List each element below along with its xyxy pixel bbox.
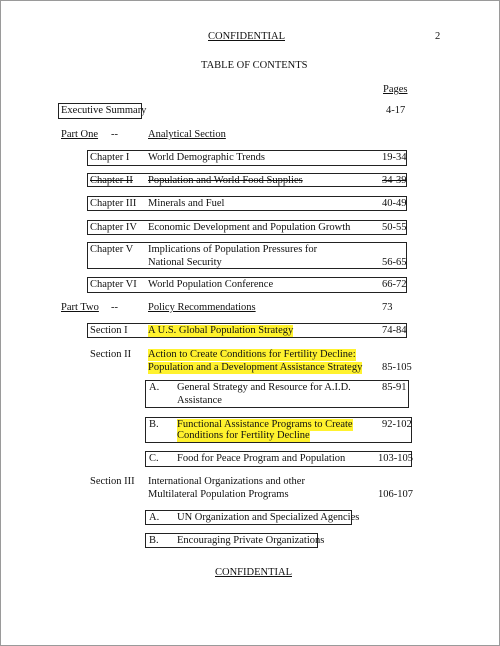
page-number: 2	[435, 31, 441, 42]
part-one-title: Analytical Section	[148, 129, 226, 140]
section-3b-letter: B.	[149, 535, 159, 546]
chapter-2-pages: 34-39	[382, 175, 407, 186]
chapter-1-pages: 19-34	[382, 152, 407, 163]
chapter-6-pages: 66-72	[382, 279, 407, 290]
section-3a-title: UN Organization and Specialized Agencies	[177, 512, 360, 523]
section-2a-title-line2: Assistance	[177, 395, 222, 406]
section-1-title: A U.S. Global Population Strategy	[148, 325, 294, 336]
section-2c-title: Food for Peace Program and Population	[177, 453, 346, 464]
part-one-label: Part One	[61, 129, 99, 140]
chapter-5-pages: 56-65	[382, 257, 407, 268]
pages-column-label: Pages	[383, 84, 408, 95]
section-2a-pages: 85-91	[382, 382, 407, 393]
section-2b-title-line2: Conditions for Fertility Decline	[177, 430, 310, 441]
exec-summary-label: Executive Summary	[61, 105, 147, 116]
chapter-3-num: Chapter III	[90, 198, 137, 209]
chapter-6-num: Chapter VI	[90, 279, 137, 290]
chapter-2-num: Chapter II	[90, 175, 133, 186]
section-2-title-line1: Action to Create Conditions for Fertility Decline:	[148, 349, 356, 360]
part-two-pages: 73	[382, 302, 393, 313]
exec-summary-pages: 4-17	[386, 105, 406, 116]
part-one-dash: --	[111, 129, 118, 140]
section-3-title-line2: Multilateral Population Programs	[148, 489, 289, 500]
chapter-4-title: Economic Development and Population Growth	[148, 222, 351, 233]
section-2-num: Section II	[90, 349, 132, 360]
section-1-pages: 74-84	[382, 325, 407, 336]
toc-title: TABLE OF CONTENTS	[201, 60, 308, 71]
section-2a-title-line1: General Strategy and Resource for A.I.D.	[177, 382, 351, 393]
chapter-1-title: World Demographic Trends	[148, 152, 265, 163]
section-2b-pages: 92-102	[382, 419, 412, 430]
chapter-6-title: World Population Conference	[148, 279, 274, 290]
part-two-title: Policy Recommendations	[148, 302, 256, 313]
section-2c-pages: 103-105	[378, 453, 413, 464]
section-3a-letter: A.	[149, 512, 160, 523]
chapter-1-num: Chapter I	[90, 152, 130, 163]
chapter-2-title: Population and World Food Supplies	[148, 175, 303, 186]
section-3-pages: 106-107	[378, 489, 413, 500]
section-2b-letter: B.	[149, 419, 159, 430]
section-3-num: Section III	[90, 476, 135, 487]
header-confidential: CONFIDENTIAL	[208, 31, 285, 42]
chapter-5-title-line1: Implications of Population Pressures for	[148, 244, 318, 255]
section-3-title-line1: International Organizations and other	[148, 476, 305, 487]
chapter-4-pages: 50-55	[382, 222, 407, 233]
part-two-label: Part Two	[61, 302, 99, 313]
footer-confidential: CONFIDENTIAL	[215, 567, 292, 578]
chapter-3-title: Minerals and Fuel	[148, 198, 225, 209]
section-2a-letter: A.	[149, 382, 160, 393]
section-2b-title-line1: Functional Assistance Programs to Create	[177, 419, 353, 430]
section-2c-letter: C.	[149, 453, 159, 464]
section-1-num: Section I	[90, 325, 128, 336]
chapter-3-pages: 40-49	[382, 198, 407, 209]
part-two-dash: --	[111, 302, 118, 313]
section-2-pages: 85-105	[382, 362, 412, 373]
chapter-4-num: Chapter IV	[90, 222, 137, 233]
section-3b-title: Encouraging Private Organizations	[177, 535, 325, 546]
section-2-title-line2: Population and a Development Assistance Strategy	[148, 362, 363, 373]
chapter-5-title-line2: National Security	[148, 257, 222, 268]
chapter-5-num: Chapter V	[90, 244, 134, 255]
